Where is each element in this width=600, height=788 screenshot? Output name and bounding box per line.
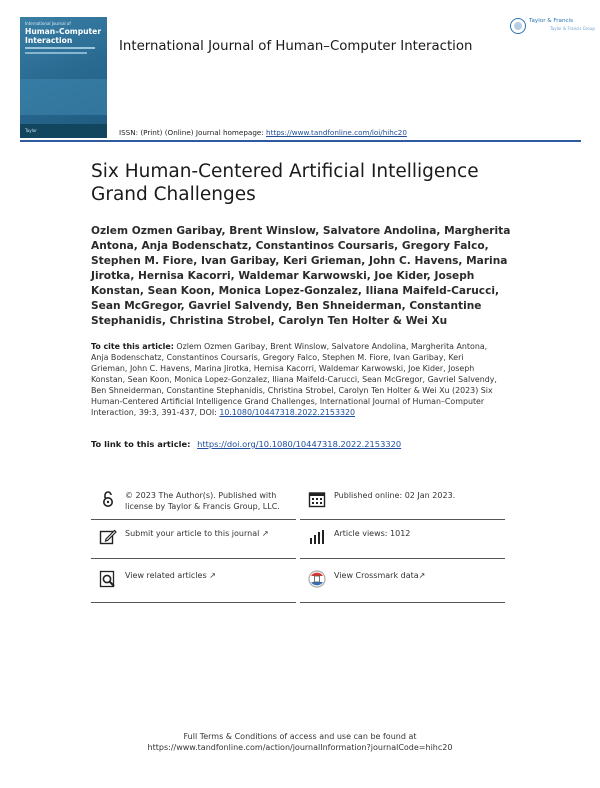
cover-footer: Taylor <box>20 124 107 138</box>
cover-subtitle-bar <box>25 47 95 49</box>
submit-article-link[interactable] <box>91 526 296 574</box>
issn-line: ISSN: (Print) (Online) Journal homepage: https://www.tandfonline.com/loi/hihc20 <box>119 128 407 137</box>
divider <box>300 558 505 559</box>
author-list: Ozlem Ozmen Garibay, Brent Winslow, Salvatore Andolina, Margherita Antona, Anja Bodenschatz, Constantinos Coursaris, Gregory Falco, Stephen M. Fiore, Ivan Garibay, Keri Grieman, John C. Havens, Marina Jirotka, Hernisa Kacorri, Waldemar Karwowski, Joe Kider, Joseph Konstan, Sean Koon, Monica Lopez-Gonzalez, Iliana Maifeld-Carucci, Sean McGregor, Gavriel Salvendy, Ben Shneiderman, Constantine Stephanidis, Christina Strobel, Carolyn Ten Holter & Wei Xu <box>91 225 511 327</box>
crossmark-label: View Crossmark data <box>334 571 419 580</box>
publisher-name: Taylor & Francis <box>529 18 574 24</box>
published-date: Published online: 02 Jan 2023. <box>334 491 456 500</box>
terms-url[interactable]: https://www.tandfonline.com/action/journalInformation?journalCode=hihc20 <box>147 743 453 752</box>
crossmark-icon <box>308 570 326 588</box>
article-title: Six Human-Centered Artificial Intelligence Grand Challenges <box>91 161 479 205</box>
citation-block <box>91 341 497 418</box>
article-link-line <box>91 439 401 449</box>
edit-icon <box>99 528 117 546</box>
publisher-group: Taylor & Francis Group <box>550 26 595 31</box>
citation-doi-link[interactable]: 10.1080/10447318.2022.2153320 <box>219 408 356 417</box>
cover-pretitle: International Journal of <box>25 21 71 26</box>
divider <box>300 602 505 603</box>
journal-homepage-link[interactable]: https://www.tandfonline.com/loi/hihc20 <box>266 128 407 137</box>
cover-subtitle-bar <box>25 52 87 54</box>
article-views-count: Article views: 1012 <box>334 529 411 538</box>
journal-title: International Journal of Human–Computer Interaction <box>119 39 473 54</box>
publisher-logo[interactable] <box>510 16 595 38</box>
divider <box>91 519 296 520</box>
external-link-icon: ↗ <box>418 571 426 580</box>
bar-chart-icon <box>308 528 326 546</box>
external-link-icon: ↗ <box>261 529 269 538</box>
divider <box>91 558 296 559</box>
header-divider <box>20 140 581 142</box>
cover-title: Human–Computer Interaction <box>25 27 102 45</box>
terms-text: Full Terms & Conditions of access and use can be found at <box>183 732 417 741</box>
license-text: license by Taylor & Francis Group, LLC. <box>125 502 280 511</box>
external-link-icon: ↗ <box>209 571 216 580</box>
terms-footer <box>0 731 600 753</box>
calendar-icon <box>308 490 326 508</box>
article-doi-link[interactable]: https://doi.org/10.1080/10447318.2022.2153320 <box>197 439 402 449</box>
open-access-icon <box>99 490 117 508</box>
submit-article-label: Submit your article to this journal <box>125 529 260 538</box>
crossmark-link[interactable] <box>300 568 505 616</box>
license-text: © 2023 The Author(s). Published with <box>125 491 277 500</box>
article-views <box>300 526 505 574</box>
journal-cover-image <box>20 17 107 138</box>
related-articles-link[interactable] <box>91 568 296 616</box>
divider <box>91 602 296 603</box>
article-link-label: To link to this article: <box>91 439 191 449</box>
search-document-icon <box>99 570 117 588</box>
citation-text: Ozlem Ozmen Garibay, Brent Winslow, Salvatore Andolina, Margherita Antona, Anja Bodenschatz, Constantinos Coursaris, Gregory Falco, Stephen M. Fiore, Ivan Garibay, Keri Grieman, John C. Havens, Marina Jirotka, Hernisa Kacorri, Waldemar Karwowski, Joe Kider, Joseph Konstan, Sean Koon, Monica Lopez-Gonzalez, Iliana Maifeld-Carucci, Sean McGregor, Gavriel Salvendy, Ben Shneiderman, Constantine Stephanidis, Christina Strobel, Carolyn Ten Holter & Wei Xu (2023) Six Human-Centered Artificial Intelligence Grand Challenges, International Journal of Human–Computer Interaction, 39:3, 391-437, DOI: <box>91 342 497 417</box>
taylor-francis-logo-icon <box>510 18 526 34</box>
divider <box>300 519 505 520</box>
citation-label: To cite this article: <box>91 342 174 351</box>
cover-band <box>20 79 107 115</box>
related-articles-label: View related articles <box>125 571 207 580</box>
